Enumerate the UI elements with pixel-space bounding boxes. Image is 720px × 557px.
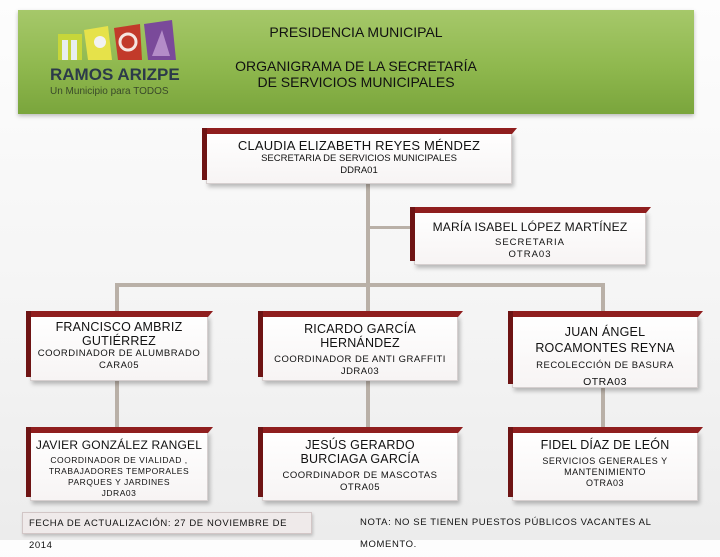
secretary-code: OTRA03 <box>508 249 552 260</box>
connector-col2-lower <box>366 381 370 431</box>
staff-name: FIDEL DÍAZ DE LEÓN <box>540 438 670 452</box>
header-subtitle-line2: DE SERVICIOS MUNICIPALES <box>257 74 455 90</box>
staff-code: CARA05 <box>99 360 139 371</box>
staff-role: SERVICIOS GENERALES Y MANTENIMIENTO <box>542 456 668 477</box>
head-code: DDRA01 <box>340 165 378 176</box>
staff-name: JESÚS GERARDO BURCIAGA GARCÍA <box>300 438 420 466</box>
org-box-alumbrado <box>30 315 208 381</box>
head-name: CLAUDIA ELIZABETH REYES MÉNDEZ <box>237 138 481 153</box>
staff-code: JDRA03 <box>101 488 137 498</box>
connector-horizontal <box>115 283 605 287</box>
head-role: SECRETARIA DE SERVICIOS MUNICIPALES <box>261 153 457 164</box>
secretary-name: MARÍA ISABEL LÓPEZ MARTÍNEZ <box>432 220 628 234</box>
staff-code: OTRA05 <box>340 482 380 493</box>
connector-col1-lower <box>115 381 119 431</box>
staff-role: COORDINADOR DE VIALIDAD , TRABAJADORES TEMPORALES PARQUES Y JARDINES <box>48 455 190 487</box>
staff-code: OTRA03 <box>585 478 624 488</box>
connector-main-vertical <box>366 183 370 285</box>
org-box-vialidad <box>30 431 208 501</box>
update-date: FECHA DE ACTUALIZACIÓN: 27 DE NOVIEMBRE DE 2014 <box>22 512 312 534</box>
staff-name: FRANCISCO AMBRIZ GUTIÉRREZ <box>55 320 183 348</box>
connector-col3-lower <box>601 388 605 431</box>
logo-wordmark: RAMOS ARIZPE <box>50 65 180 84</box>
staff-role: COORDINADOR DE MASCOTAS <box>282 470 438 481</box>
org-box-antigraffiti <box>262 315 458 381</box>
header-subtitle-line1: ORGANIGRAMA DE LA SECRETARÍA <box>235 58 477 74</box>
org-box-secretary <box>414 211 646 265</box>
header-banner <box>18 10 694 114</box>
secretary-role: SECRETARIA <box>494 237 565 248</box>
staff-role: COORDINADOR DE ALUMBRADO <box>37 348 201 359</box>
staff-code: OTRA03 <box>583 376 627 388</box>
staff-code: JDRA03 <box>340 366 380 377</box>
vacancy-note: NOTA: NO SE TIENEN PUESTOS PÚBLICOS VACANTES AL MOMENTO. <box>360 517 652 550</box>
org-box-servicios-generales <box>512 431 698 501</box>
staff-role: COORDINADOR DE ANTI GRAFFITI <box>274 354 446 365</box>
connector-secretary <box>366 226 414 229</box>
staff-name: RICARDO GARCÍA HERNÁNDEZ <box>304 322 416 350</box>
staff-name: JUAN ÁNGEL ROCAMONTES REYNA <box>535 325 675 355</box>
logo-tagline: Un Municipio para TODOS <box>50 86 169 97</box>
org-box-head <box>206 132 512 184</box>
header-title: PRESIDENCIA MUNICIPAL <box>269 24 443 40</box>
staff-role: RECOLECCIÓN DE BASURA <box>536 360 674 371</box>
org-box-basura <box>512 315 698 388</box>
staff-name: JAVIER GONZÁLEZ RANGEL <box>35 438 203 452</box>
org-box-mascotas <box>262 431 458 501</box>
